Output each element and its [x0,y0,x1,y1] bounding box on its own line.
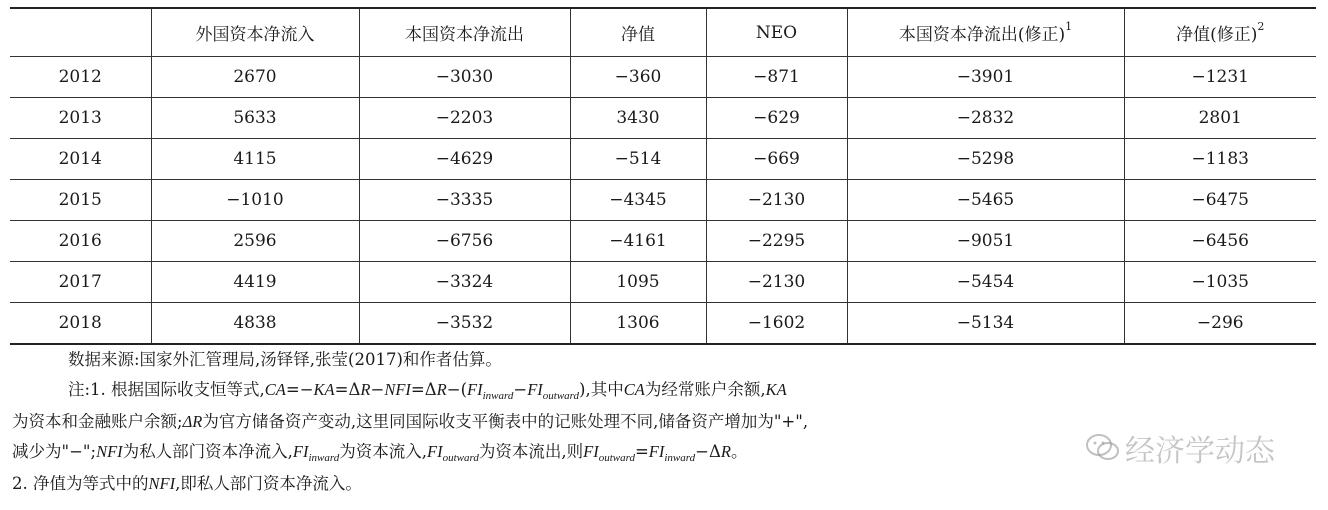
note-2: 2. 净值为等式中的NFI,即私人部门资本净流入。 [12,474,362,493]
year-cell: 2018 [10,303,151,345]
header-cell-net: 净值 [570,8,706,57]
note-1-line-2: 为资本和金融账户余额;ΔR为官方储备资产变动,这里同国际收支平衡表中的记账处理不同,储备资产增加为"+", [12,412,809,431]
table-cell: −3532 [359,303,570,345]
table-cell: −871 [706,57,847,98]
table-cell: −2295 [706,221,847,262]
table-row [10,303,1316,345]
year-cell: 2012 [10,57,151,98]
table-cell: −2832 [847,98,1124,139]
table-cell: −1183 [1124,139,1316,180]
table-cell: 2596 [151,221,359,262]
table-cell: −1231 [1124,57,1316,98]
year-cell: 2017 [10,262,151,303]
table-cell: −2130 [706,180,847,221]
header-cell-neo: NEO [706,8,847,57]
table-cell: 1095 [570,262,706,303]
table-row [10,262,1316,303]
table-notes [12,345,1318,499]
table-cell: 2801 [1124,98,1316,139]
header-cell-net-adjusted: 净值(修正)$^2$ [1124,8,1316,57]
table-cell: 2670 [151,57,359,98]
table-cell: −4161 [570,221,706,262]
table-row [10,221,1316,262]
table-cell: −6475 [1124,180,1316,221]
year-cell: 2016 [10,221,151,262]
table-row [10,98,1316,139]
table-cell: 4115 [151,139,359,180]
table-cell: −629 [706,98,847,139]
watermark-text: 经济学动态 [1125,434,1275,469]
table-cell: −1602 [706,303,847,345]
table-cell: −296 [1124,303,1316,345]
wechat-icon [1085,433,1121,463]
table-cell: 4838 [151,303,359,345]
data-table [10,7,1316,345]
table-cell: −2130 [706,262,847,303]
header-cell-domestic-outflow: 本国资本净流出 [359,8,570,57]
table-cell: −2203 [359,98,570,139]
table-cell: −4629 [359,139,570,180]
table-row [10,180,1316,221]
table-cell: −1035 [1124,262,1316,303]
table-cell: −669 [706,139,847,180]
table-cell: −3901 [847,57,1124,98]
note-1-line-1: 注:1. 根据国际收支恒等式$,CA=-KA=\Delta R-NFI=\Delta R-(FI_{inward}-FI_{outward})$,其中CA为经常账户余额,KA [68,380,787,402]
table-cell: −3324 [359,262,570,303]
table-cell: −4345 [570,180,706,221]
table-cell: 5633 [151,98,359,139]
table-cell: −6756 [359,221,570,262]
year-cell: 2014 [10,139,151,180]
source-note: 数据来源:国家外汇管理局,汤铎铎,张莹(2017)和作者估算。 [68,350,502,369]
table-cell: −5454 [847,262,1124,303]
header-cell-foreign-inflow: 外国资本净流入 [151,8,359,57]
table-row [10,139,1316,180]
table-cell: 4419 [151,262,359,303]
year-cell: 2013 [10,98,151,139]
year-cell: 2015 [10,180,151,221]
table-cell: −5465 [847,180,1124,221]
table-cell: −3335 [359,180,570,221]
table-row [10,57,1316,98]
table-cell: −5134 [847,303,1124,345]
table-cell: −9051 [847,221,1124,262]
table-cell: −1010 [151,180,359,221]
header-cell-domestic-outflow-adjusted: 本国资本净流出(修正)$^1$ [847,8,1124,57]
table-cell: −514 [570,139,706,180]
table-cell: 1306 [570,303,706,345]
table-cell: −6456 [1124,221,1316,262]
table-cell: −5298 [847,139,1124,180]
header-cell-year [10,8,151,57]
table-cell: −360 [570,57,706,98]
watermark [1085,426,1275,470]
table-cell: 3430 [570,98,706,139]
note-1-line-3: 减少为"−";NFI为私人部门资本净流入$,FI_{inward}$为资本流入$,FI_{outward}$为资本流出,则$FI_{outward}=FI_{inward}-\Delta R$。 [12,442,748,464]
table-cell: −3030 [359,57,570,98]
header-row [10,8,1316,57]
